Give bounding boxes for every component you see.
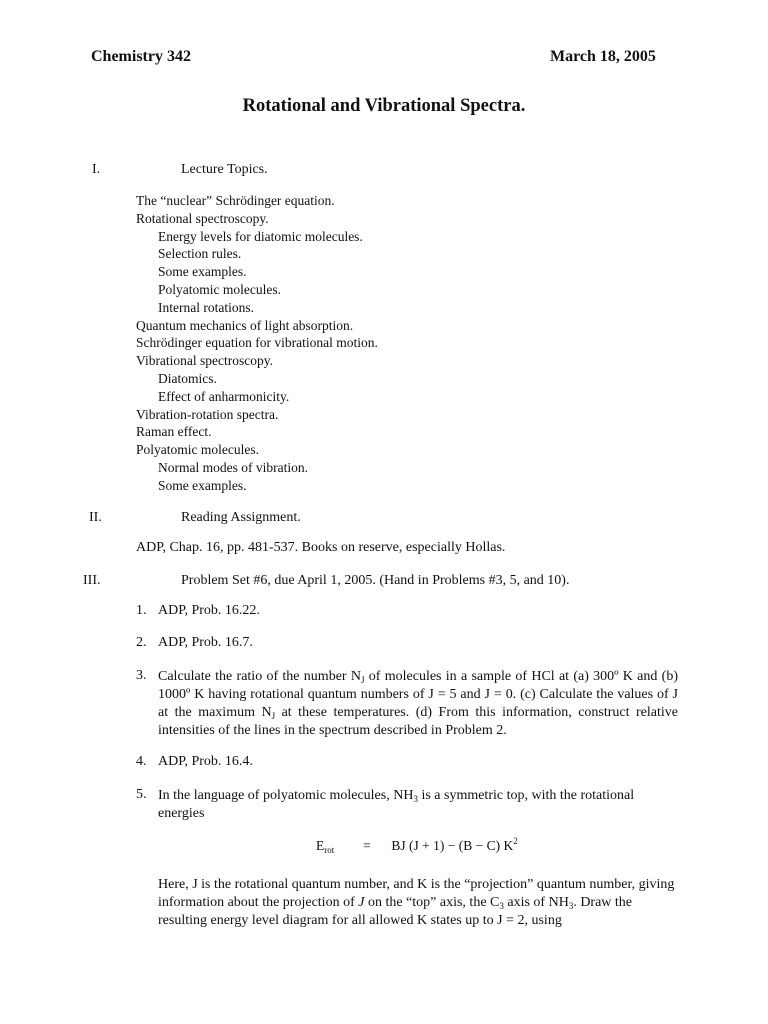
problem-text: Here, J is the rotational quantum number, and K is the “projection” quantum number, giving information about the projection of J on the “top” axis, the $C_3$ axis of $NH_3$. Draw the resulting energy level diagram for all allowed K states up to J = 2, using bbox=[158, 877, 675, 928]
problem-number: 3. bbox=[136, 668, 147, 683]
problem-number: 4. bbox=[136, 754, 147, 769]
problem-text: ADP, Prob. 16.7. bbox=[158, 635, 253, 650]
problem-number: 2. bbox=[136, 635, 147, 650]
page-title: Rotational and Vibrational Spectra. bbox=[242, 96, 526, 116]
problem-number: 5. bbox=[136, 787, 147, 802]
topic-item: Selection rules. bbox=[158, 246, 242, 262]
topic-item: Normal modes of vibration. bbox=[158, 460, 308, 475]
reading-assignment: ADP, Chap. 16, pp. 481-537. Books on reserve, especially Hollas. bbox=[136, 540, 506, 555]
section-heading: Reading Assignment. bbox=[181, 510, 301, 525]
topic-item: Some examples. bbox=[158, 477, 247, 493]
problem-text: Calculate the ratio of the number $N_J$ of molecules in a sample of HCl at (a) 300º K and (b) 1000º K having rotational quantum numbers of J = 5 and J = 0. (c) Calculate the values of J at the maximum $N_J$ at these temperatures. (d) From this information, construct relative intensities of the lines in the spectrum described in Problem 2. bbox=[158, 669, 679, 738]
topic-item: Some examples. bbox=[158, 264, 247, 280]
topic-item: Polyatomic molecules. bbox=[158, 282, 281, 297]
section-heading: Problem Set #6, due April 1, 2005. (Hand in Problems #3, 5, and 10). bbox=[181, 573, 570, 588]
topic-item: Effect of anharmonicity. bbox=[158, 388, 290, 404]
topic-item: Polyatomic molecules. bbox=[136, 442, 259, 458]
topic-item: Schrödinger equation for vibrational motion. bbox=[136, 335, 378, 351]
section-numeral: II. bbox=[89, 510, 102, 525]
section-heading: Lecture Topics. bbox=[181, 162, 268, 177]
topic-item: Quantum mechanics of light absorption. bbox=[136, 317, 354, 333]
topic-item: Vibrational spectroscopy. bbox=[136, 353, 274, 369]
topic-item: Rotational spectroscopy. bbox=[136, 210, 269, 226]
topic-item: Raman effect. bbox=[136, 424, 212, 440]
equation: $E_{rot}$ = BJ (J + 1) − (B − C) $K^2$ bbox=[316, 836, 518, 855]
section-numeral: III. bbox=[83, 573, 101, 588]
problem-text: In the language of polyatomic molecules, $NH_3$ is a symmetric top, with the rotational energies bbox=[158, 788, 635, 821]
topic-item: Diatomics. bbox=[158, 371, 217, 386]
document-date: March 18, 2005 bbox=[550, 48, 656, 65]
topic-item: Internal rotations. bbox=[158, 299, 254, 315]
problem-number: 1. bbox=[136, 603, 147, 618]
problem-text: ADP, Prob. 16.4. bbox=[158, 754, 253, 769]
topic-item: The “nuclear” Schrödinger equation. bbox=[136, 193, 335, 208]
course-name: Chemistry 342 bbox=[91, 48, 191, 65]
problem-text: ADP, Prob. 16.22. bbox=[158, 603, 260, 618]
section-numeral: I. bbox=[92, 162, 101, 177]
topic-item: Energy levels for diatomic molecules. bbox=[158, 228, 363, 244]
topic-item: Vibration-rotation spectra. bbox=[136, 406, 279, 422]
